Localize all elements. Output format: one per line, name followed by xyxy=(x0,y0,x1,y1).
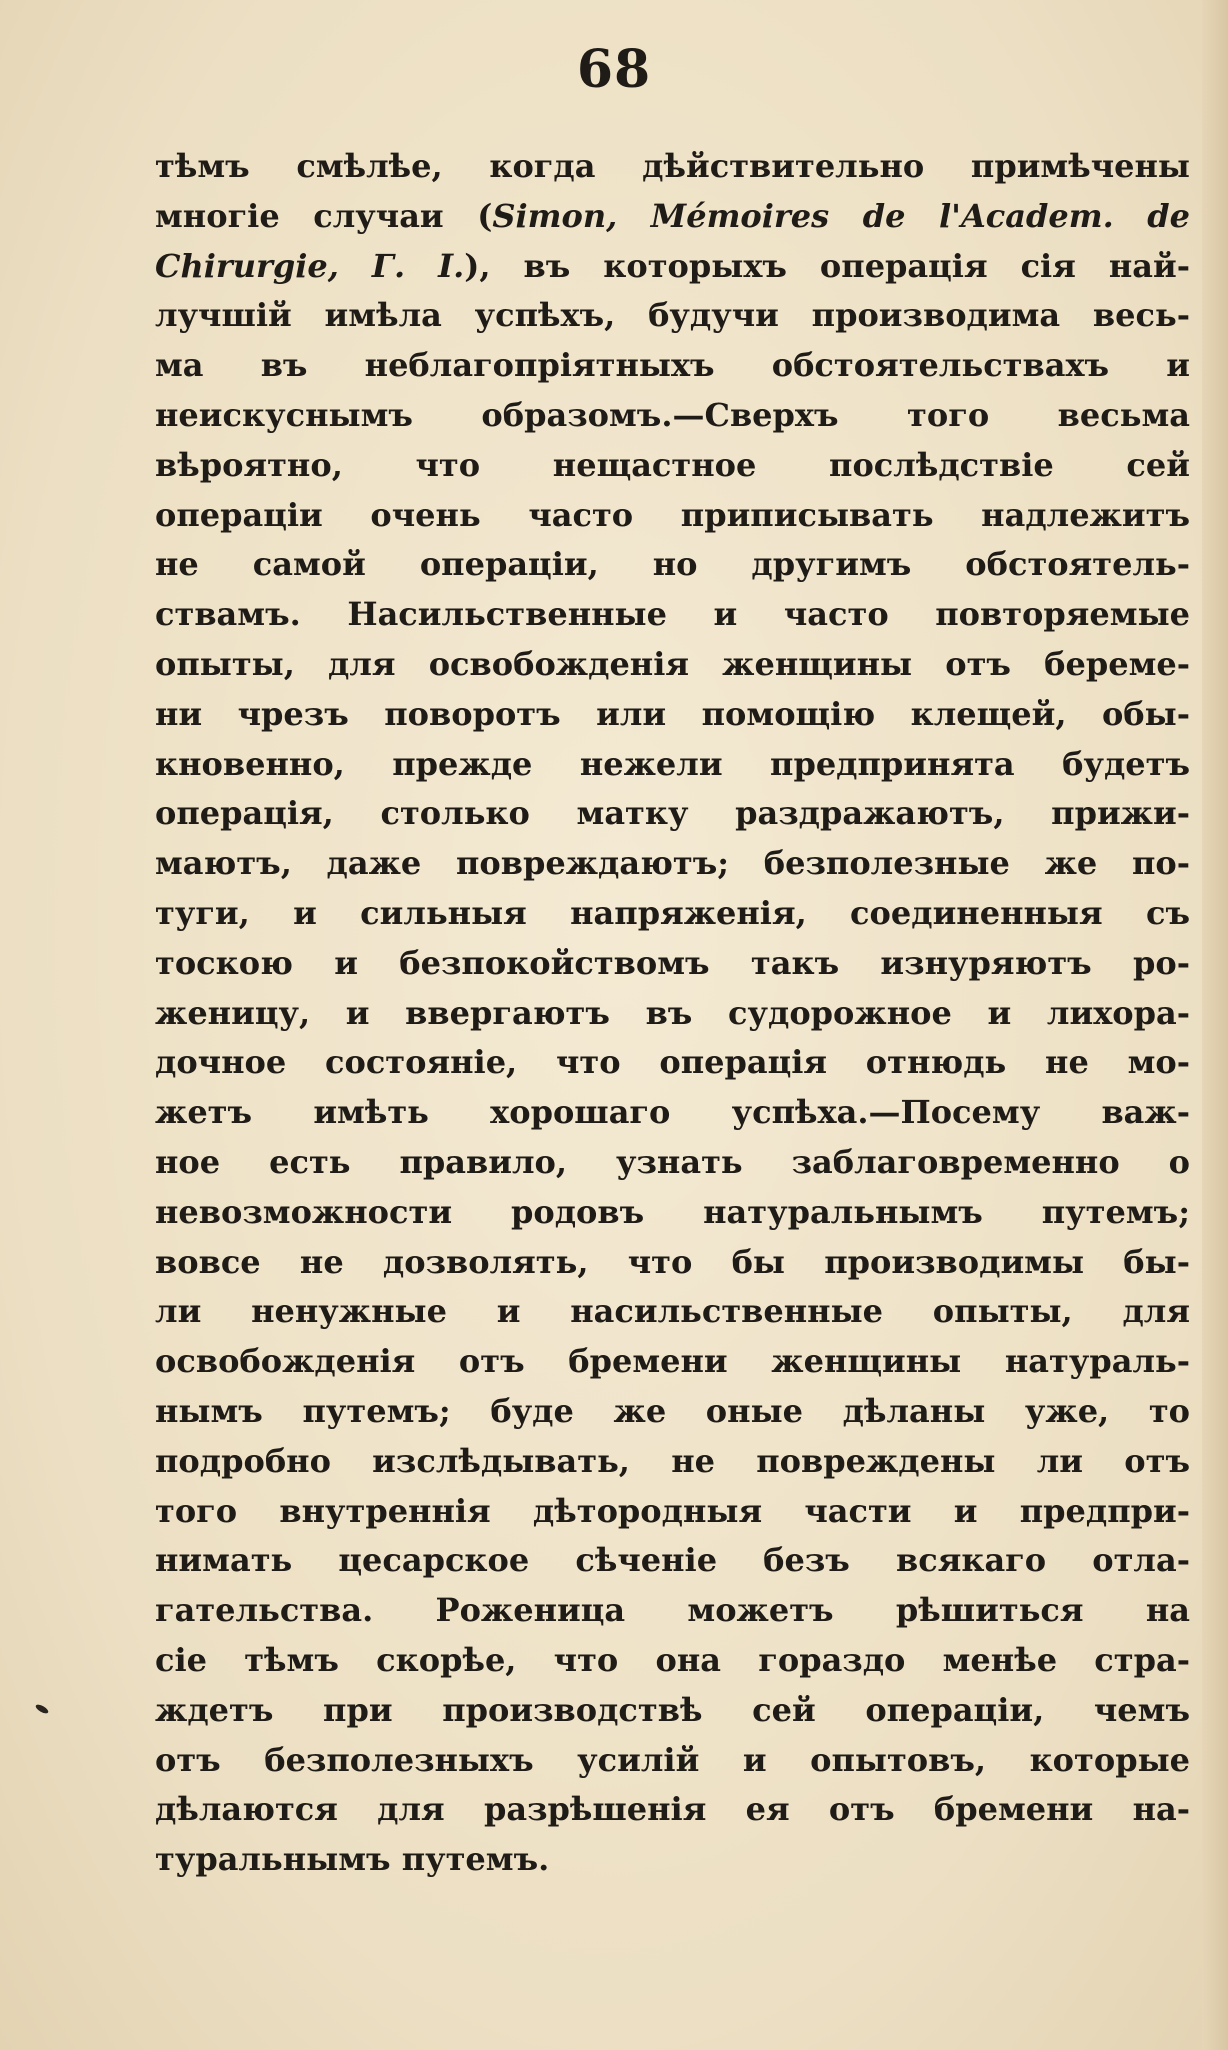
text-line: нымъ путемъ; буде же оные дѣланы уже, то xyxy=(155,1391,1190,1430)
text-line: тоскою и безпокойствомъ такъ изнуряютъ ро- xyxy=(155,943,1190,982)
text-line: кновенно, прежде нежели предпринята будетъ xyxy=(155,744,1190,783)
text-line: неискуснымъ образомъ.—Сверхъ того весьма xyxy=(155,395,1190,434)
text-line: отъ безполезныхъ усилій и опытовъ, которые xyxy=(155,1740,1190,1779)
page-edge xyxy=(1202,0,1228,2050)
text-line: освобожденія отъ бремени женщины натураль- xyxy=(155,1342,1190,1381)
text-line: операціи очень часто приписывать надлежитъ xyxy=(155,495,1190,534)
text-line: не самой операціи, но другимъ обстоятель- xyxy=(155,545,1190,584)
page-number: 68 xyxy=(576,39,652,100)
text-line: ждетъ при производствѣ сей операціи, чемъ xyxy=(155,1690,1190,1729)
text-line: ни чрезъ поворотъ или помощію клещей, обы- xyxy=(155,694,1190,733)
text-line: вѣроятно, что нещастное послѣдствіе сей xyxy=(155,445,1190,484)
text-line: вовсе не дозволять, что бы производимы бы- xyxy=(155,1242,1190,1281)
text-line: жетъ имѣть хорошаго успѣха.—Посему важ- xyxy=(155,1093,1190,1132)
text-line: сіе тѣмъ скорѣе, что она гораздо менѣе стра- xyxy=(155,1640,1190,1679)
text-line: гательства. Роженица можетъ рѣшиться на xyxy=(155,1591,1190,1630)
text-line: многіе случаи (Simon, Mémoires de l'Academ. de xyxy=(155,196,1190,235)
text-line: невозможности родовъ натуральнымъ путемъ; xyxy=(155,1192,1190,1231)
text-line: дѣлаются для разрѣшенія ея отъ бремени на- xyxy=(155,1790,1190,1829)
text-line: ли ненужные и насильственные опыты, для xyxy=(155,1292,1190,1331)
text-line: лучшій имѣла успѣхъ, будучи производима весь- xyxy=(155,296,1190,335)
text-line: подробно изслѣдывать, не повреждены ли отъ xyxy=(155,1441,1190,1480)
text-line: женицу, и ввергаютъ въ судорожное и лихора- xyxy=(155,993,1190,1032)
text-line: туги, и сильныя напряженія, соединенныя съ xyxy=(155,893,1190,932)
text-line: операція, столько матку раздражаютъ, прижи- xyxy=(155,794,1190,833)
text-line: ствамъ. Насильственные и часто повторяемые xyxy=(155,595,1190,634)
body-text xyxy=(155,142,1190,1885)
text-line: того внутреннія дѣтородныя части и предпри- xyxy=(155,1491,1190,1530)
text-line: ное есть правило, узнать заблаговременно о xyxy=(155,1142,1190,1181)
text-line: дочное состояніе, что операція отнюдь не мо- xyxy=(155,1043,1190,1082)
text-line: нимать цесарское сѣченіе безъ всякаго отла- xyxy=(155,1541,1190,1580)
text-line: туральнымъ путемъ. xyxy=(155,1840,550,1879)
text-line: Chirurgie, Г. I.), въ которыхъ операція сія най- xyxy=(155,246,1190,285)
ink-speck xyxy=(34,1703,49,1715)
text-line: опыты, для освобожденія женщины отъ беремe- xyxy=(155,644,1190,683)
text-line: ма въ неблагопріятныхъ обстоятельствахъ и xyxy=(155,346,1190,385)
text-line: маютъ, даже повреждаютъ; безполезные же по- xyxy=(155,844,1190,883)
text-line: тѣмъ смѣлѣе, когда дѣйствительно примѣчены xyxy=(155,147,1190,185)
